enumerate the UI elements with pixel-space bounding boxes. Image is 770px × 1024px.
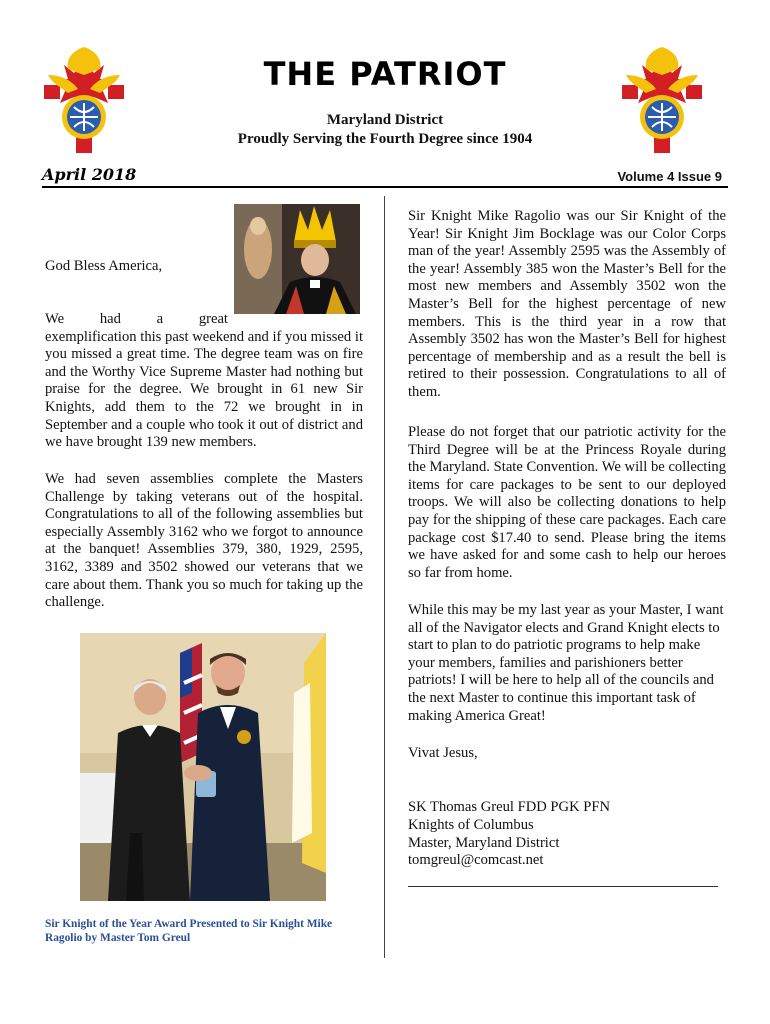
signoff: Vivat Jesus, xyxy=(408,745,478,761)
photo-caption: Sir Knight of the Year Award Presented to Sir Knight Mike Ragolio by Master Tom Greul xyxy=(45,918,333,944)
tagline: Proudly Serving the Fourth Degree since 1904 xyxy=(237,131,533,147)
left-paragraph-1 xyxy=(45,311,363,452)
master-portrait-photo xyxy=(234,204,360,314)
signature-block xyxy=(408,799,726,870)
header-divider xyxy=(42,186,728,188)
award-photo xyxy=(80,633,326,901)
issue-date: April 2018 xyxy=(42,165,137,184)
right-paragraph-1: Sir Knight Mike Ragolio was our Sir Knight of the Year! Sir Knight Jim Bocklage was our Color Corps man of the year! Assembly 2595 was the Assembly of the year! Assembly 385 won the Master’s Bell for the most new members and Assembly 3502 won the Master’s Bell for the highest percentage of new members. This is the third year in a row that Assembly 3502 has won the Master’s Bell for highest percentage of membership and as a result the bell is retired to their possession. Congratulations to all of them. xyxy=(408,208,726,400)
right-paragraph-2: Please do not forget that our patriotic activity for the Third Degree will be at the Princess Royale during the Maryland. State Convention. We will be collecting items for care packages to be sent to our deployed troops. We will also be collecting donations to help pay for the shipping of these care packages. Each care package cost $17.40 to send. Please bring the items we have asked for and some cash to help our heroes so far from home. xyxy=(408,424,726,581)
district-name: Maryland District xyxy=(326,112,444,128)
column-divider xyxy=(384,196,385,958)
signature-role: Master, Maryland District xyxy=(408,834,560,851)
word: had xyxy=(99,311,121,327)
signature-email[interactable]: tomgreul@comcast.net xyxy=(408,852,544,869)
greeting: God Bless America, xyxy=(45,258,163,274)
left-paragraph-1-text: exemplification this past weekend and if you missed it you missed a great time. The degree team was on fire and the Worthy Vice Supreme Master had nothing but praise for the degree. We brought in 61 new Sir Knights, add them to the 72 we brought in in September and a couple who took it out of district and we have brought 139 new members. xyxy=(45,328,363,451)
left-paragraph-2: We had seven assemblies complete the Masters Challenge by taking veterans out of the hospital. Congratulations to all of the following assemblies but especially Assembly 3162 who we forgot to announce at the banquet! Assemblies 379, 380, 1929, 2595, 3162, 3389 and 3502 showed our veterans that we care about them. Thank you so much for taking up the challenge. xyxy=(45,471,363,611)
word: great xyxy=(198,311,228,327)
issue-volume: Volume 4 Issue 9 xyxy=(617,169,722,184)
word: a xyxy=(156,311,164,327)
word: We xyxy=(45,311,65,327)
right-paragraph-3: While this may be my last year as your Master, I want all of the Navigator elects and Grand Knight elects to start to plan to do patriotic programs to help make your members, families and parishioners better patriots! I will be here to help all of the councils and the next Master to continue this important task of making America Great! xyxy=(408,602,724,724)
newsletter-title: THE PATRIOT xyxy=(263,55,507,93)
signature-divider xyxy=(408,886,718,887)
signature-org: Knights of Columbus xyxy=(408,816,534,833)
signature-name: SK Thomas Greul FDD PGK PFN xyxy=(408,799,611,815)
